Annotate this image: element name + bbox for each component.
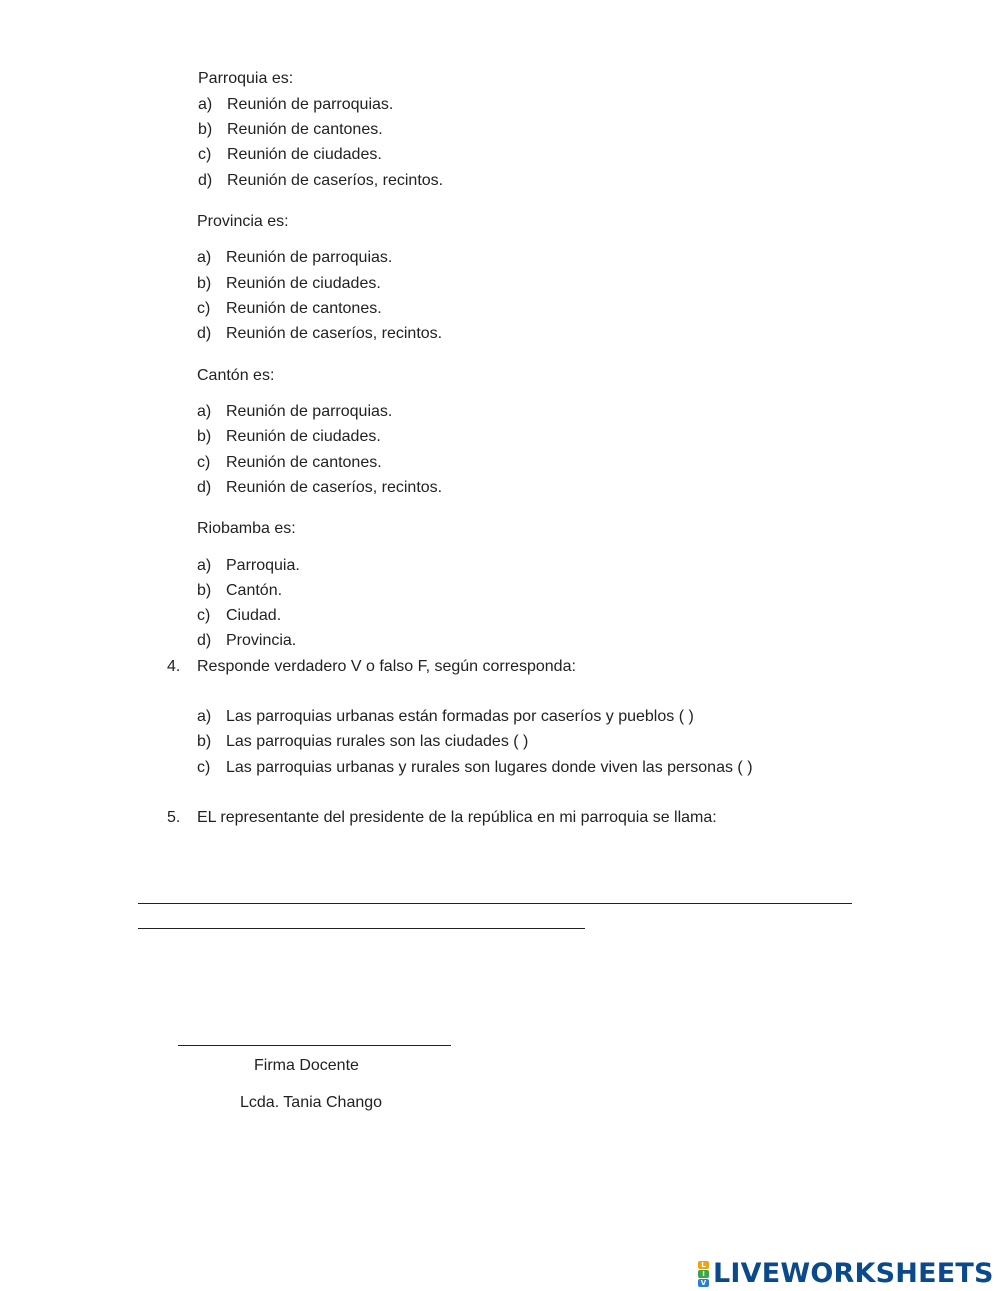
option-text: Parroquia. xyxy=(226,557,300,574)
question-prompt: Provincia es: xyxy=(197,213,289,230)
signature-name: Lcda. Tania Chango xyxy=(240,1094,383,1111)
question-prompt: Cantón es: xyxy=(197,367,275,384)
logo-badge-letter: L xyxy=(698,1261,709,1269)
option-text: Reunión de ciudades. xyxy=(227,146,382,163)
option-text: Reunión de caseríos, recintos. xyxy=(226,325,443,342)
logo-badge xyxy=(698,1261,709,1287)
option-letter: c) xyxy=(198,146,212,163)
question-text: Responde verdadero V o falso F, según corresponda: xyxy=(197,658,576,675)
option-text: Reunión de cantones. xyxy=(226,300,382,317)
option-letter: d) xyxy=(197,479,212,496)
logo-badge-letter: V xyxy=(698,1279,709,1287)
question-number: 4. xyxy=(167,658,181,675)
option-text: Reunión de caseríos, recintos. xyxy=(226,479,443,496)
option-text: Reunión de cantones. xyxy=(226,454,382,471)
option-text: Ciudad. xyxy=(226,607,282,624)
question-text: EL representante del presidente de la república en mi parroquia se llama: xyxy=(197,809,717,826)
option-letter: d) xyxy=(197,325,212,342)
item-letter: c) xyxy=(197,759,211,776)
option-letter: a) xyxy=(197,403,212,420)
signature-role: Firma Docente xyxy=(254,1057,359,1074)
item-text: Las parroquias rurales son las ciudades ( ) xyxy=(226,733,529,750)
option-letter: c) xyxy=(197,300,211,317)
option-letter: d) xyxy=(197,632,212,649)
option-letter: b) xyxy=(197,428,212,445)
answer-line[interactable] xyxy=(138,903,852,904)
option-text: Cantón. xyxy=(226,582,283,599)
logo-badge-letter: I xyxy=(698,1270,709,1278)
option-text: Reunión de ciudades. xyxy=(226,275,381,292)
option-letter: b) xyxy=(198,121,213,138)
question-prompt: Riobamba es: xyxy=(197,520,296,537)
option-letter: a) xyxy=(198,96,213,113)
option-text: Reunión de caseríos, recintos. xyxy=(227,172,444,189)
option-text: Provincia. xyxy=(226,632,297,649)
option-letter: b) xyxy=(197,582,212,599)
option-text: Reunión de parroquias. xyxy=(227,96,394,113)
option-letter: d) xyxy=(198,172,213,189)
item-text: Las parroquias urbanas están formadas por caseríos y pueblos ( ) xyxy=(226,708,694,725)
answer-line[interactable] xyxy=(138,928,585,929)
option-letter: a) xyxy=(197,557,212,574)
option-text: Reunión de cantones. xyxy=(227,121,383,138)
item-text: Las parroquias urbanas y rurales son lugares donde viven las personas ( ) xyxy=(226,759,753,776)
item-letter: a) xyxy=(197,708,212,725)
option-letter: a) xyxy=(197,249,212,266)
option-letter: c) xyxy=(197,607,211,624)
option-letter: c) xyxy=(197,454,211,471)
logo-text: LIVEWORKSHEETS xyxy=(713,1258,994,1289)
option-letter: b) xyxy=(197,275,212,292)
liveworksheets-logo xyxy=(698,1258,994,1289)
option-text: Reunión de ciudades. xyxy=(226,428,381,445)
signature-line xyxy=(178,1045,451,1046)
item-letter: b) xyxy=(197,733,212,750)
question-number: 5. xyxy=(167,809,181,826)
option-text: Reunión de parroquias. xyxy=(226,403,393,420)
option-text: Reunión de parroquias. xyxy=(226,249,393,266)
question-prompt: Parroquia es: xyxy=(198,70,294,87)
